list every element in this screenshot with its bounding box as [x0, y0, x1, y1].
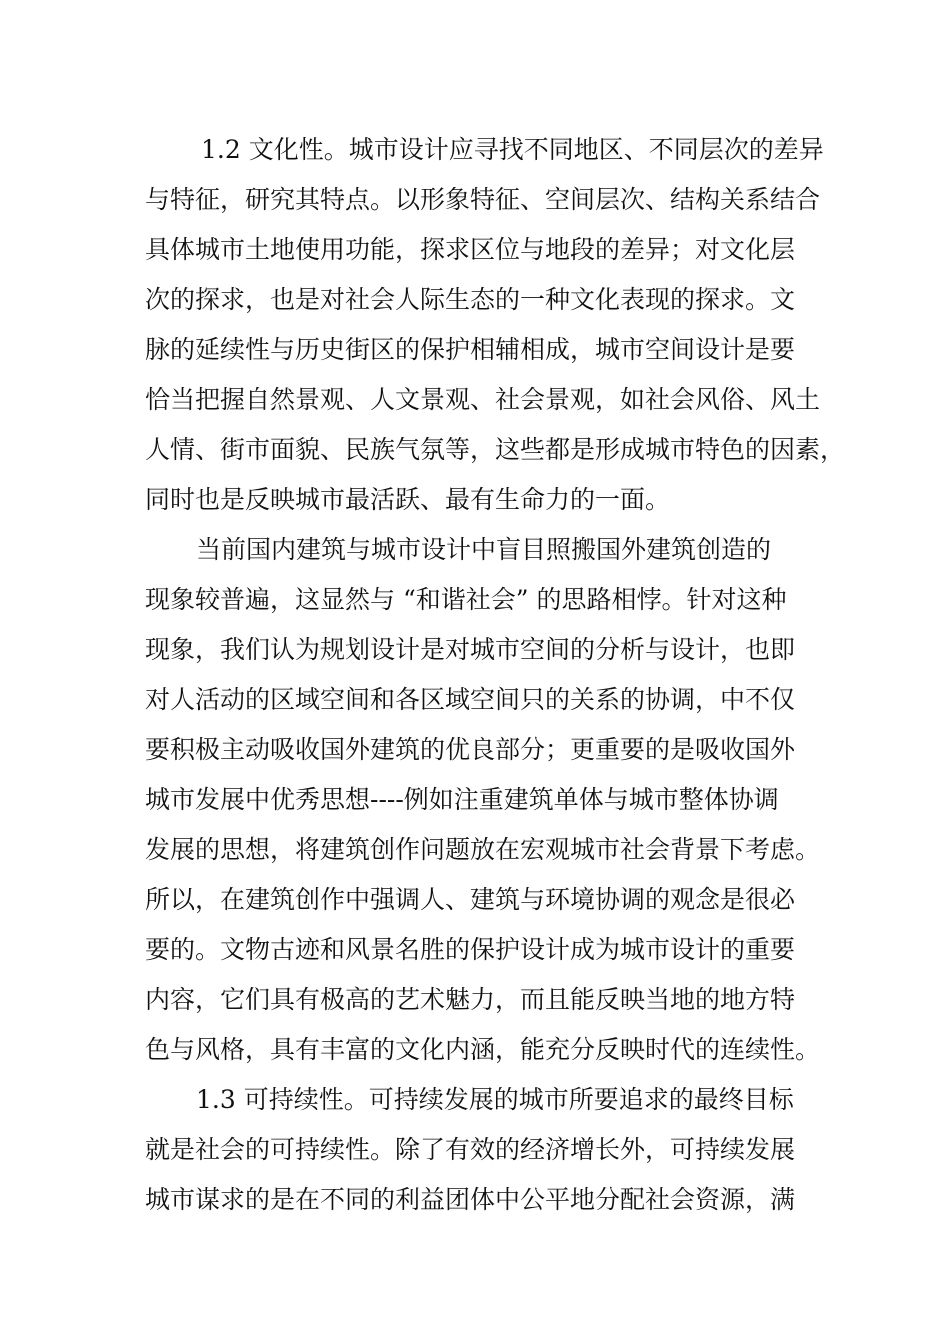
text-line: 色与风格，具有丰富的文化内涵，能充分反映时代的连续性。 — [145, 1035, 821, 1064]
text-line: 城市谋求的是在不同的利益团体中公平地分配社会资源，满 — [145, 1185, 796, 1214]
text-line: 脉的延续性与历史街区的保护相辅相成，城市空间设计是要 — [145, 335, 796, 364]
text-line: 对人活动的区域空间和各区域空间只的关系的协调，中不仅 — [145, 685, 796, 714]
text-line: 与特征，研究其特点。以形象特征、空间层次、结构关系结合 — [145, 185, 821, 214]
text-line: 就是社会的可持续性。除了有效的经济增长外，可持续发展 — [145, 1135, 796, 1164]
text-line: 1.2 文化性。城市设计应寻找不同地区、不同层次的差异 — [201, 135, 824, 164]
text-line: 当前国内建筑与城市设计中盲目照搬国外建筑创造的 — [196, 535, 772, 564]
text-line: 具体城市土地使用功能，探求区位与地段的差异；对文化层 — [145, 235, 796, 264]
text-line: 要的。文物古迹和风景名胜的保护设计成为城市设计的重要 — [145, 935, 796, 964]
text-line: 人情、街市面貌、民族气氛等，这些都是形成城市特色的因素， — [145, 435, 846, 464]
text-line: 要积极主动吸收国外建筑的优良部分；更重要的是吸收国外 — [145, 735, 796, 764]
text-line: 现象较普遍，这显然与 “和谐社会” 的思路相悖。针对这种 — [145, 585, 787, 614]
text-line: 所以，在建筑创作中强调人、建筑与环境协调的观念是很必 — [145, 885, 796, 914]
text-line: 同时也是反映城市最活跃、最有生命力的一面。 — [145, 485, 671, 514]
text-line: 恰当把握自然景观、人文景观、社会景观，如社会风俗、风土 — [145, 385, 821, 414]
text-line: 内容，它们具有极高的艺术魅力，而且能反映当地的地方特 — [145, 985, 796, 1014]
text-line: 城市发展中优秀思想----例如注重建筑单体与城市整体协调 — [145, 785, 779, 814]
text-line: 1.3 可持续性。可持续发展的城市所要追求的最终目标 — [196, 1085, 794, 1114]
text-line: 现象，我们认为规划设计是对城市空间的分析与设计，也即 — [145, 635, 796, 664]
text-line: 发展的思想，将建筑创作问题放在宏观城市社会背景下考虑。 — [145, 835, 821, 864]
text-line: 次的探求，也是对社会人际生态的一种文化表现的探求。文 — [145, 285, 796, 314]
